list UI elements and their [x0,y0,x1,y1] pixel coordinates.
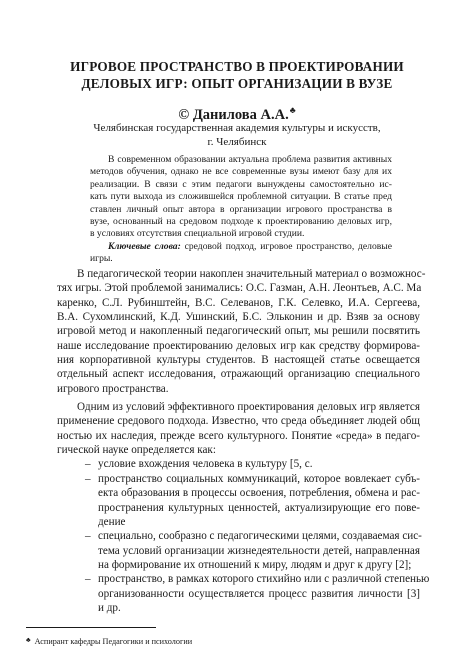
affiliation-line: г. Челябинск [207,136,267,148]
list-item-text: условие вхождения человека в культуру [5, с. [98,458,313,471]
dash-bullet: – [85,472,91,485]
footnote-divider [26,627,156,628]
affiliation-line: Челябинская государственная академия культуры и искусств, [93,122,381,134]
keywords-label: Ключевые слова: [108,240,181,252]
dash-bullet: – [85,458,91,471]
list-item-text: пространство, в рамках которого стихийно или с различной степенью [98,573,430,586]
paragraph-line: В педагогической теории накоплен значительный материал о возможнос- [77,268,426,280]
list-item [57,572,430,586]
list-item-text: специально, сообразно с педагогическими целями, создаваемая сис- [98,530,422,543]
footnote-text: Аспирант кафедры Педагогики и психологии [34,637,193,646]
abstract-line: вузе, основанный на средовом подходе к проектированию деловых игр, [90,216,392,228]
article-body [57,267,430,615]
list-item-continuation: организованности осуществляется процесс развития личности [3] [98,587,420,600]
affiliation [0,121,474,149]
abstract-line: В современном образовании актуальна проблема развития активных [108,154,392,165]
title-line: ИГРОВОЕ ПРОСТРАНСТВО В ПРОЕКТИРОВАНИИ [70,59,404,74]
keywords-line: игры. [90,253,113,265]
paragraph-line: В.А. Сухомлинский, К.Д. Ушинский, Б.С. Эльконин и др. Взяв за основу [57,311,420,324]
list-item-text: пространство социальных коммуникаций, которое вовлекает субъ- [98,472,420,485]
list-item-continuation: пространения культурных ценностей, актуализирующие его пове- [98,501,420,514]
paragraph-line: отдельный аспект исследования, отражающий организацию специального [57,368,420,381]
abstract-line: в условиях отсутствия специальной игровой студии. [90,228,305,240]
list-item [57,457,420,471]
paragraph-line: каренко, С.Л. Рубинштейн, В.С. Селеванов, Г.К. Селевко, И.А. Сергеева, [57,296,420,309]
list-item [57,529,420,543]
abstract [90,154,392,266]
abstract-line: кать пути выхода из сложившейся проблемной ситуации. В статье пред [90,191,392,203]
paragraph-line: гической науке определяется как: [57,444,216,457]
list-item-continuation: и др. [98,601,121,614]
keywords-text: средовой подход, игровое пространство, деловые [180,240,392,252]
title-line: ДЕЛОВЫХ ИГР: ОПЫТ ОРГАНИЗАЦИИ В ВУЗЕ [81,76,393,91]
footnote [26,635,192,647]
abstract-line: методов обучения, однако не все современные вузы имеют базу для их [90,166,392,178]
dash-bullet: – [85,530,91,543]
paragraph-line: Одним из условий эффективного проектирования деловых игр является [77,401,420,414]
list-item-continuation: на формирование их отношений к миру, людям и друг к другу [2]; [98,558,412,571]
list-item-continuation: екта образования в процессы освоения, потребления, обмена и рас- [98,487,420,500]
author-text: © Данилова А.А. [178,107,289,123]
article-title [40,58,434,92]
club-icon: ♣ [26,636,31,644]
dash-bullet: – [85,573,91,586]
club-icon: ♣ [289,105,296,115]
keywords-line [90,241,392,253]
paragraph-line: ностью их наследия, прежде всего культурного. Понятие «среда» в педаго- [57,429,420,442]
list-item [57,472,420,486]
paragraph-line: наше исследование проектированию деловых игр как средству формирова- [57,339,420,352]
list-item-continuation: тема условий организации жизнедеятельности детей, направленная [98,544,420,557]
paragraph-line: ния корпоративной культуры студентов. В настоящей статье освещается [57,354,420,367]
paragraph-line: применение средового подхода. Известно, что среда объединяет людей общ [57,415,420,428]
paragraph-line: игровой метод и накопленный педагогический опыт, мы решили посвятить [57,325,420,338]
abstract-line: ставлен личный опыт автора в организации игрового пространства в [90,203,392,215]
abstract-line: реализации. В связи с этим педагоги вынуждены самостоятельно ис- [90,178,392,190]
paragraph-line: игрового пространства. [57,382,169,395]
list-item-continuation: дение [98,515,126,528]
paragraph-line: тях игры. Этой проблемой занимались: О.С. Газман, А.Н. Леонтьев, А.С. Ма [57,282,422,295]
